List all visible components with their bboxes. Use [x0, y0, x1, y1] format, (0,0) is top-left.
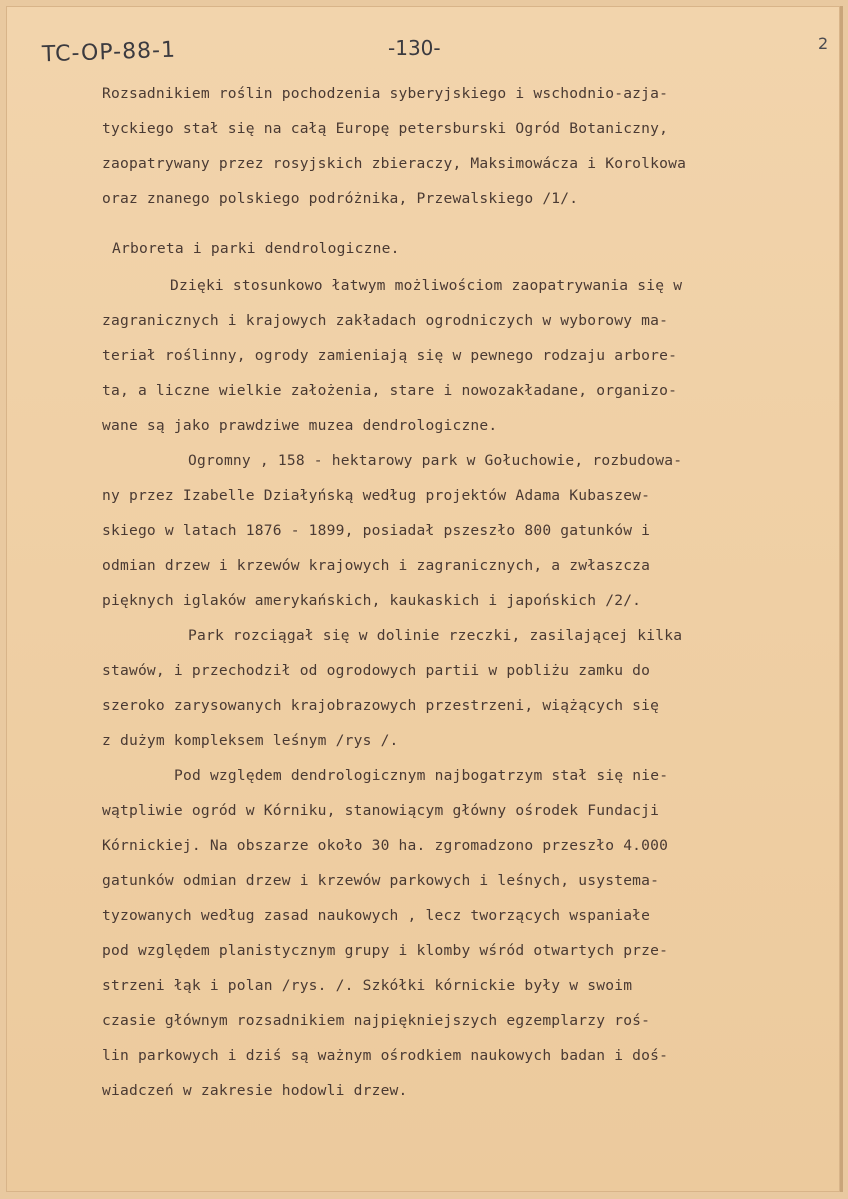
- text-line: wiadczeń w zakresie hodowli drzew.: [102, 1082, 408, 1099]
- text-line: strzeni łąk i polan /rys. /. Szkółki kórnickie były w swoim: [102, 977, 633, 994]
- text-line: oraz znanego polskiego podróżnika, Przewalskiego /1/.: [102, 190, 579, 207]
- text-line: Rozsadnikiem roślin pochodzenia syberyjskiego i wschodnio-azja-: [102, 85, 669, 102]
- text-line: czasie głównym rozsadnikiem najpiękniejszych egzemplarzy roś-: [102, 1012, 651, 1029]
- text-line: lin parkowych i dziś są ważnym ośrodkiem naukowych badan i doś-: [102, 1047, 669, 1064]
- text-line: zaopatrywany przez rosyjskich zbieraczy, Maksimowácza i Korolkowa: [102, 155, 687, 172]
- text-line: z dużym kompleksem leśnym /rys /.: [102, 732, 399, 749]
- document-page: [6, 6, 843, 1192]
- text-line: tyckiego stał się na całą Europę petersburski Ogród Botaniczny,: [102, 120, 669, 137]
- text-line: ny przez Izabelle Działyńską według projektów Adama Kubaszew-: [102, 487, 651, 504]
- text-line: pięknych iglaków amerykańskich, kaukaskich i japońskich /2/.: [102, 592, 642, 609]
- section-heading: Arboreta i parki dendrologiczne.: [112, 240, 400, 257]
- text-line: wane są jako prawdziwe muzea dendrologiczne.: [102, 417, 498, 434]
- text-line: stawów, i przechodził od ogrodowych partii w pobliżu zamku do: [102, 662, 651, 679]
- text-line: szeroko zarysowanych krajobrazowych przestrzeni, wiążących się: [102, 697, 660, 714]
- text-line: Dzięki stosunkowo łatwym możliwościom zaopatrywania się w: [170, 277, 683, 294]
- text-line: Ogromny , 158 - hektarowy park w Gołuchowie, rozbudowa-: [188, 452, 683, 469]
- text-line: pod względem planistycznym grupy i klomby wśród otwartych prze-: [102, 942, 669, 959]
- text-line: skiego w latach 1876 - 1899, posiadał pszeszło 800 gatunków i: [102, 522, 651, 539]
- archive-reference: TC-OP-88-1: [41, 37, 177, 68]
- text-line: zagranicznych i krajowych zakładach ogrodniczych w wyborowy ma-: [102, 312, 669, 329]
- text-line: ta, a liczne wielkie założenia, stare i nowozakładane, organizo-: [102, 382, 678, 399]
- text-line: wątpliwie ogród w Kórniku, stanowiącym główny ośrodek Fundacji: [102, 802, 660, 819]
- text-line: gatunków odmian drzew i krzewów parkowych i leśnych, usystema-: [102, 872, 660, 889]
- page-number: -130-: [388, 36, 441, 60]
- text-line: Pod względem dendrologicznym najbogatrzym stał się nie-: [174, 767, 669, 784]
- text-line: Kórnickiej. Na obszarze około 30 ha. zgromadzono przeszło 4.000: [102, 837, 669, 854]
- text-line: odmian drzew i krzewów krajowych i zagranicznych, a zwłaszcza: [102, 557, 651, 574]
- text-line: tyzowanych według zasad naukowych , lecz tworzących wspaniałe: [102, 907, 651, 924]
- corner-mark: 2: [818, 34, 829, 53]
- text-line: teriał roślinny, ogrody zamieniają się w pewnego rodzaju arbore-: [102, 347, 678, 364]
- text-line: Park rozciągał się w dolinie rzeczki, zasilającej kilka: [188, 627, 683, 644]
